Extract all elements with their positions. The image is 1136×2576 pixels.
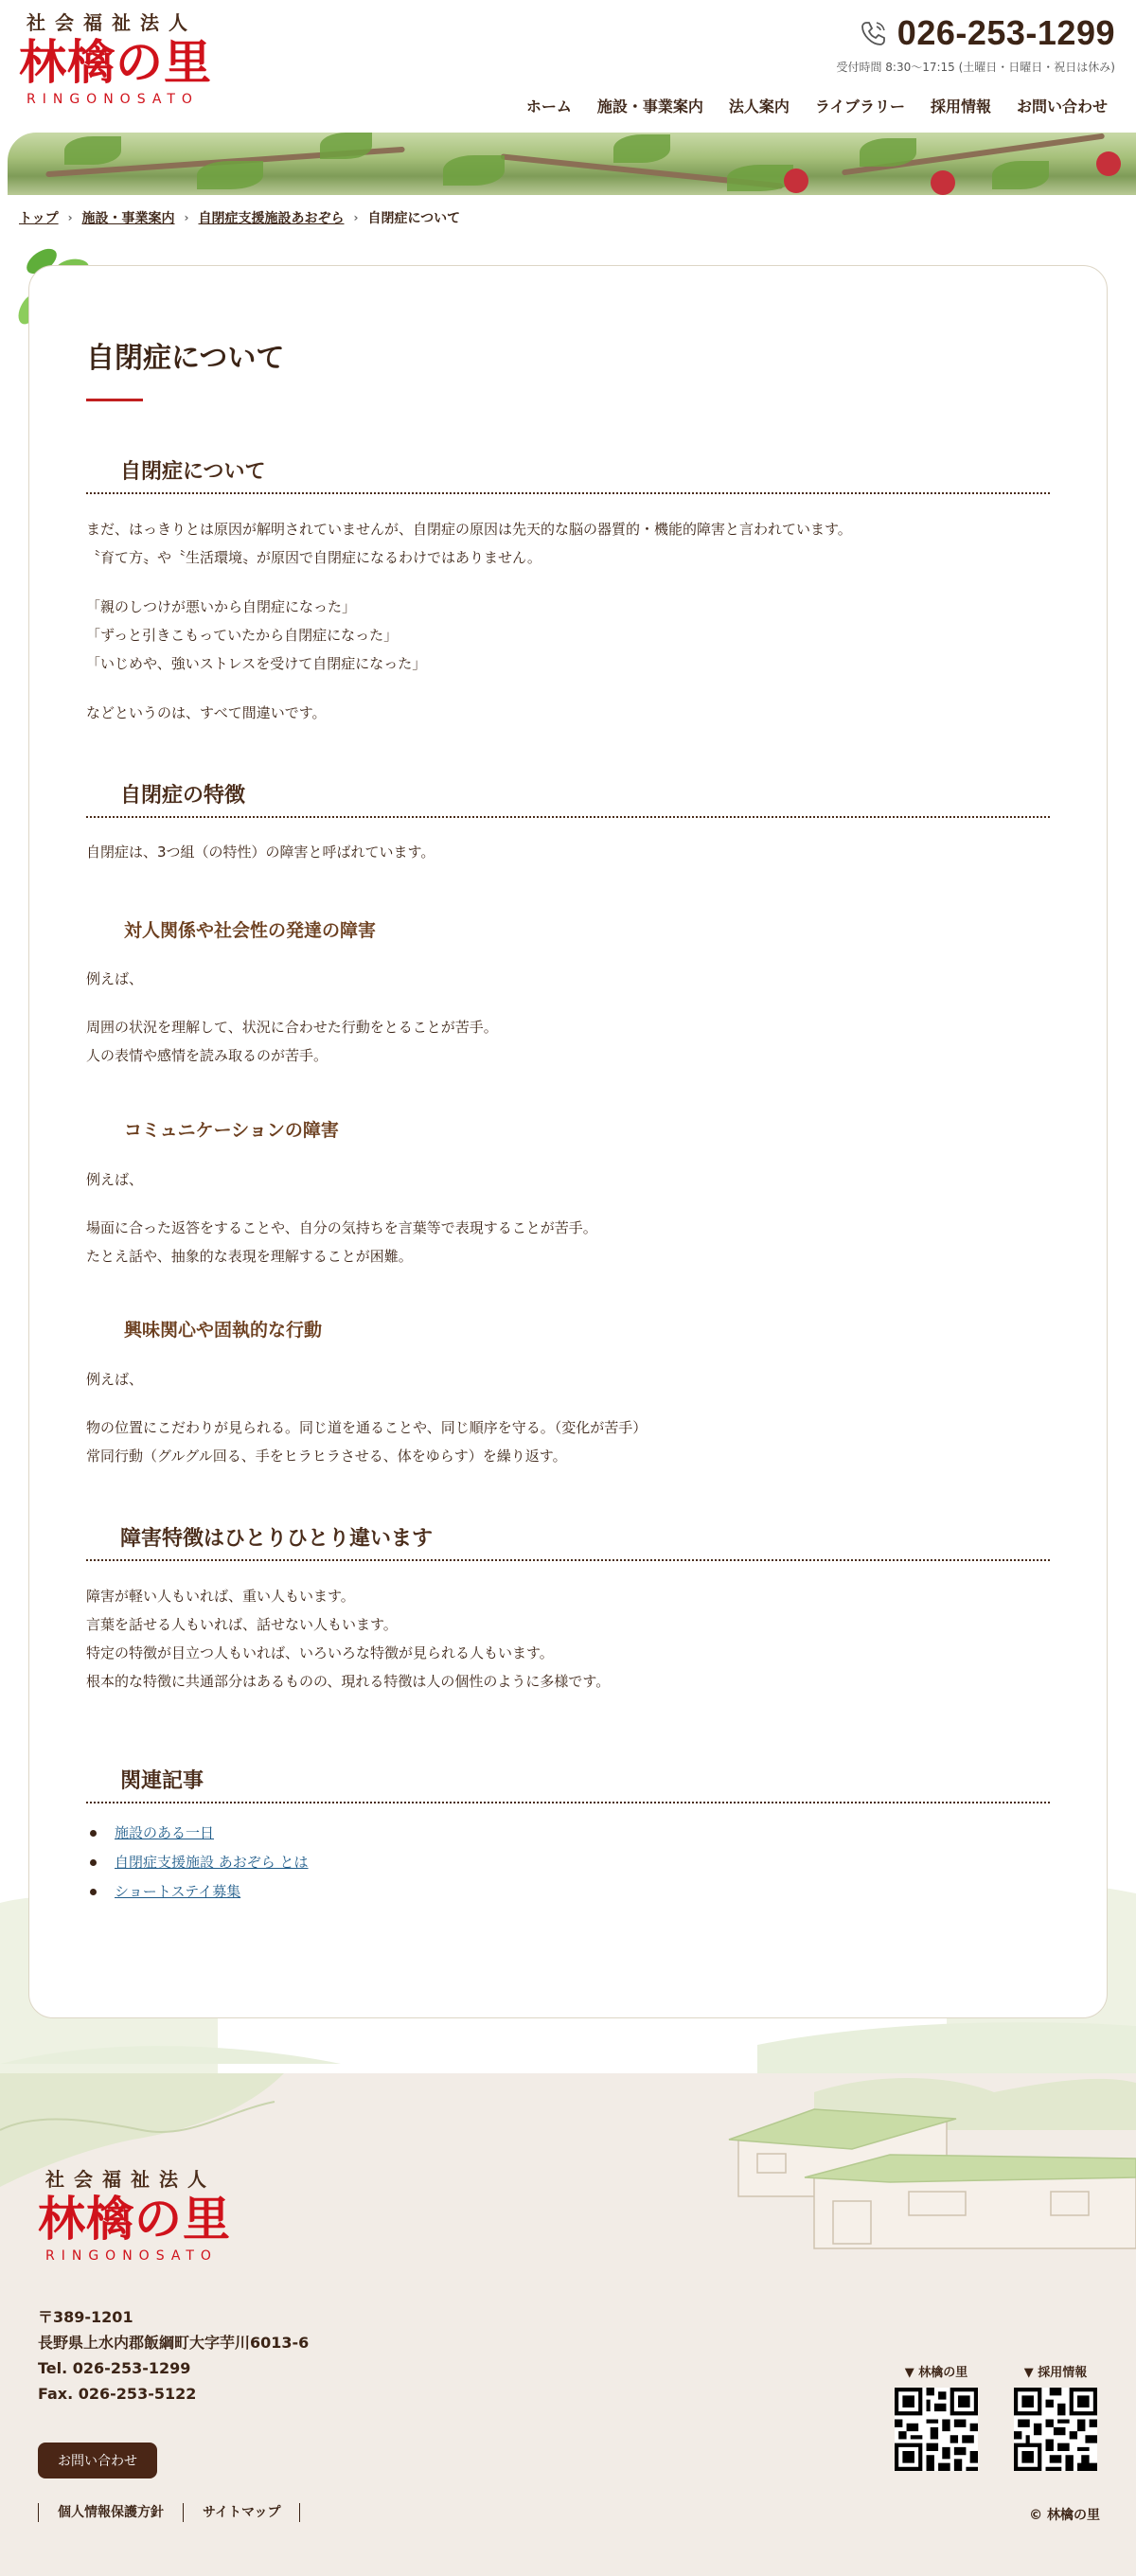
hero-banner-image: [8, 133, 1136, 195]
communication-lead: 例えば、: [86, 1171, 144, 1188]
about-paragraph-2: [86, 593, 426, 678]
text-line: たとえ話や、抽象的な表現を理解することが困難。: [86, 1248, 413, 1265]
section-heading-individual: 障害特徴はひとりひとり違います: [86, 1522, 1050, 1561]
text-line: まだ、はっきりとは原因が解明されていませんが、自閉症の原因は先天的な脳の器質的・機能的障害と言われています。: [86, 521, 852, 538]
text-line: 「ずっと引きこもっていたから自閉症になった」: [86, 627, 399, 644]
postal-code: 〒389-1201: [38, 2308, 133, 2326]
footer-logo-title: 林檎の里: [38, 2191, 231, 2247]
social-lead: 例えば、: [86, 970, 144, 987]
qr-code-icon[interactable]: [895, 2388, 978, 2471]
footer-logo-subtitle: 社会福祉法人: [45, 2168, 216, 2191]
nav-home[interactable]: ホーム: [525, 98, 572, 115]
individual-lines: [86, 1582, 610, 1696]
list-item: [86, 1848, 309, 1877]
subheading-social: 対人関係や社会性の発達の障害: [124, 920, 377, 941]
nav-corporation[interactable]: 法人案内: [728, 98, 790, 115]
breadcrumb-aozora[interactable]: 自閉症支援施設あおぞら: [198, 211, 345, 226]
section-heading-features: 自閉症の特徴: [86, 779, 1050, 818]
text-line: 「いじめや、強いストレスを受けて自閉症になった」: [86, 655, 427, 672]
header-phone[interactable]: [860, 13, 1115, 53]
qr-block-main: [894, 2362, 979, 2475]
list-item: [86, 1877, 309, 1907]
text-line: 「親のしつけが悪いから自閉症になった」: [86, 598, 357, 615]
site-footer: [0, 2073, 1136, 2576]
logo-subtitle: 社会福祉法人: [27, 11, 197, 34]
breadcrumb-chevron-icon: ›: [184, 211, 189, 224]
privacy-policy-link[interactable]: 個人情報保護方針: [38, 2503, 184, 2522]
phone-icon: [860, 19, 888, 47]
text-line: 〝育て方〟や〝生活環境〟が原因で自閉症になるわけではありません。: [86, 549, 541, 566]
nav-facilities[interactable]: 施設・事業案内: [596, 98, 703, 115]
text-line: 場面に合った返答をすることや、自分の気持ちを言葉等で表現することが苦手。: [86, 1219, 597, 1236]
footer-contact-button[interactable]: お問い合わせ: [38, 2443, 157, 2478]
list-item: [86, 1819, 309, 1848]
text-line: 人の表情や感情を読み取るのが苦手。: [86, 1047, 328, 1064]
about-paragraph-3: などというのは、すべて間違いです。: [86, 704, 327, 721]
page-title: 自閉症について: [86, 342, 285, 375]
business-hours: 受付時間 8:30〜17:15 (土曜日・日曜日・祝日は休み): [836, 61, 1115, 74]
text-line: 根本的な特徴に共通部分はあるものの、現れる特徴は人の個性のように多様です。: [86, 1673, 611, 1690]
footer-links: [38, 2503, 300, 2522]
text-line: 障害が軽い人もいれば、重い人もいます。: [86, 1588, 355, 1605]
interests-lines: [86, 1413, 647, 1470]
text-line: 常同行動（グルグル回る、手をヒラヒラさせる、体をゆらす）を繰り返す。: [86, 1448, 567, 1465]
nav-recruit[interactable]: 採用情報: [930, 98, 991, 115]
title-underline: [86, 399, 143, 401]
nav-contact[interactable]: お問い合わせ: [1016, 98, 1108, 115]
qr-label-main: ▼ 林檎の里: [904, 2366, 968, 2380]
nav-library[interactable]: ライブラリー: [814, 98, 905, 115]
qr-label-recruit: ▼ 採用情報: [1023, 2366, 1088, 2380]
breadcrumb-top[interactable]: トップ: [19, 211, 59, 226]
sitemap-link[interactable]: サイトマップ: [184, 2503, 300, 2522]
section-heading-related: 関連記事: [86, 1765, 1050, 1803]
related-link-aozora[interactable]: 自閉症支援施設 あおぞら とは: [115, 1854, 309, 1871]
qr-block-recruit: [1013, 2362, 1098, 2475]
footer-address: [38, 2304, 309, 2407]
social-lines: [86, 1013, 498, 1070]
logo-roman: RINGONOSATO: [27, 92, 199, 107]
features-intro: 自閉症は、3つ組（の特性）の障害と呼ばれています。: [86, 844, 435, 861]
qr-code-icon[interactable]: [1014, 2388, 1097, 2471]
logo-title: 林檎の里: [19, 34, 212, 90]
text-line: 言葉を話せる人もいれば、話せない人もいます。: [86, 1616, 398, 1633]
interests-lead: 例えば、: [86, 1371, 144, 1388]
related-link-day[interactable]: 施設のある一日: [115, 1824, 215, 1841]
footer-fax: Fax. 026-253-5122: [38, 2385, 197, 2403]
text-line: 周囲の状況を理解して、状況に合わせた行動をとることが苦手。: [86, 1019, 498, 1036]
breadcrumb-facilities[interactable]: 施設・事業案内: [81, 211, 175, 226]
about-paragraph-1: [86, 515, 852, 572]
related-link-shortstay[interactable]: ショートステイ募集: [115, 1883, 241, 1900]
text-line: 物の位置にこだわりが見られる。同じ道を通ることや、同じ順序を守る。（変化が苦手）: [86, 1419, 648, 1436]
site-logo[interactable]: [19, 11, 218, 108]
main-nav: [526, 95, 1108, 116]
text-line: 特定の特徴が目立つ人もいれば、いろいろな特徴が見られる人もいます。: [86, 1644, 554, 1661]
related-links-list: [86, 1819, 309, 1907]
phone-number: 026-253-1299: [896, 13, 1115, 52]
section-heading-about: 自閉症について: [86, 455, 1050, 494]
footer-logo-roman: RINGONOSATO: [45, 2248, 218, 2264]
site-header: [0, 0, 1136, 133]
main-content-card: [28, 265, 1108, 2018]
breadcrumb: [19, 208, 460, 227]
copyright: © 林檎の里: [1029, 2508, 1100, 2523]
communication-lines: [86, 1214, 597, 1270]
breadcrumb-current: 自閉症について: [367, 211, 461, 226]
breadcrumb-chevron-icon: ›: [67, 211, 73, 224]
footer-logo[interactable]: [38, 2168, 237, 2265]
subheading-interests: 興味関心や固執的な行動: [124, 1320, 323, 1341]
footer-tel: Tel. 026-253-1299: [38, 2359, 191, 2377]
street-address: 長野県上水内郡飯綱町大字芋川6013-6: [38, 2334, 310, 2352]
subheading-communication: コミュニケーションの障害: [124, 1120, 339, 1141]
breadcrumb-chevron-icon: ›: [353, 211, 359, 224]
